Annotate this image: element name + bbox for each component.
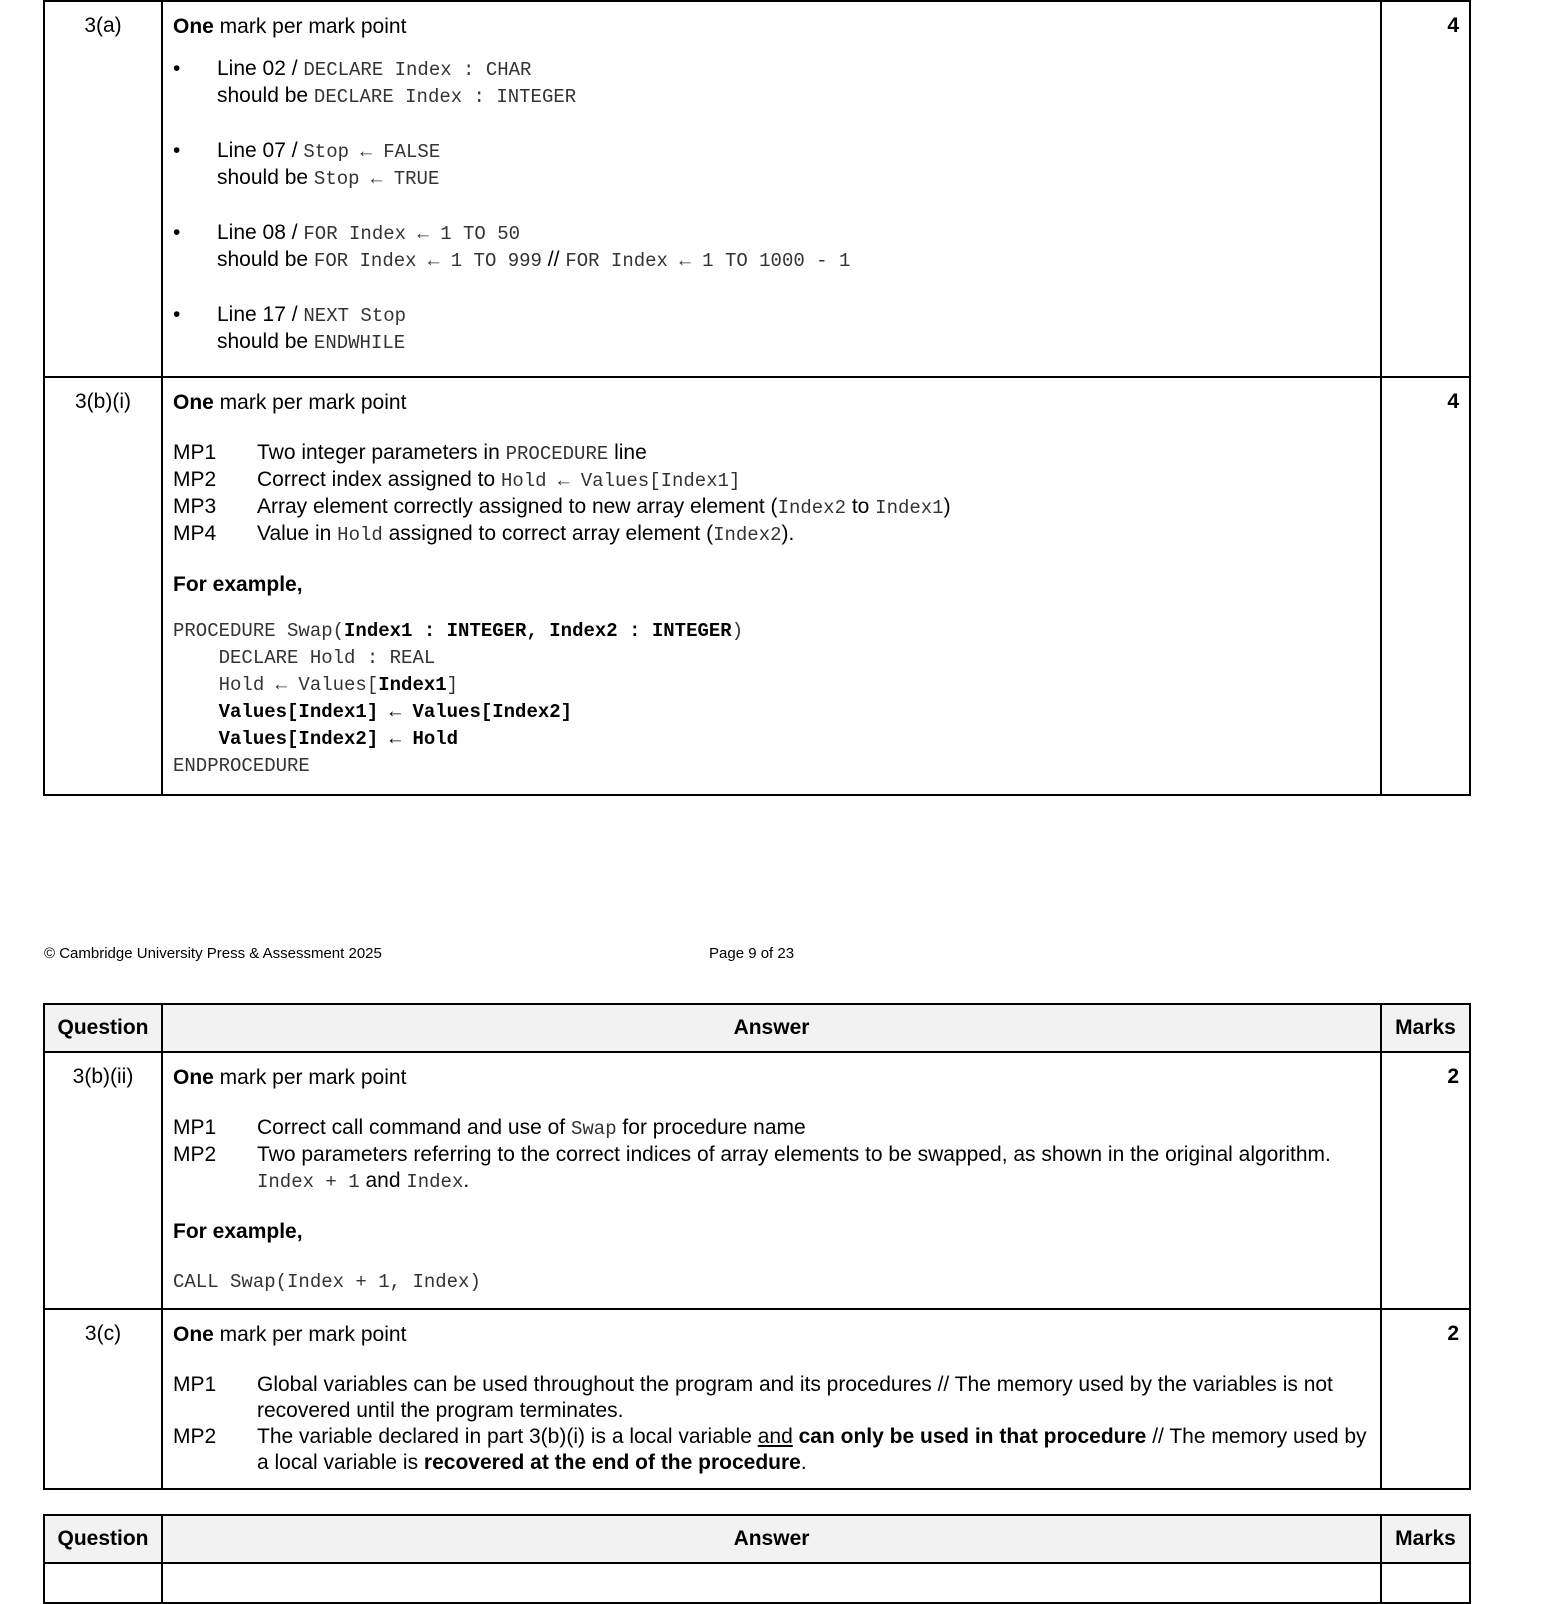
mark-point-1: MP1 Correct call command and use of Swap for procedure name bbox=[173, 1116, 806, 1140]
question-number: 3(c) bbox=[44, 1309, 162, 1489]
for-example-label: For example, bbox=[173, 1220, 303, 1243]
answer-cell bbox=[162, 377, 1381, 795]
lead-text: One mark per mark point bbox=[173, 1323, 407, 1346]
lead-text: One mark per mark point bbox=[173, 391, 407, 414]
mark-point-2: MP2 The variable declared in part 3(b)(i) is a local variable and can only be used in that procedure // The memory used by a local variable is recovered at the end of the procedure. bbox=[173, 1425, 1367, 1474]
question-number: 3(b)(i) bbox=[44, 377, 162, 795]
table-header-row bbox=[44, 1515, 1470, 1563]
question-number: 3(a) bbox=[44, 1, 162, 377]
marks-value: 2 bbox=[1381, 1309, 1470, 1489]
mark-point-2: MP2 Correct index assigned to Hold ← Values[Index1] bbox=[173, 468, 741, 492]
column-header-marks: Marks bbox=[1381, 1515, 1470, 1563]
mark-point-1: MP1 Global variables can be used throughout the program and its procedures // The memory used by the variables is not recovered until the program terminates. bbox=[173, 1373, 1333, 1422]
list-item: • Line 17 / NEXT Stop should be ENDWHILE bbox=[173, 302, 1370, 356]
table-header-row bbox=[44, 1004, 1470, 1052]
question-number: 3(b)(ii) bbox=[44, 1052, 162, 1309]
answer-cell bbox=[162, 1, 1381, 377]
copyright-footer: © Cambridge University Press & Assessment 2025 bbox=[44, 945, 382, 962]
column-header-marks: Marks bbox=[1381, 1004, 1470, 1052]
mark-point-4: MP4 Value in Hold assigned to correct array element (Index2). bbox=[173, 522, 795, 546]
list-item: • Line 02 / DECLARE Index : CHAR should be DECLARE Index : INTEGER bbox=[173, 56, 1370, 110]
column-header-question: Question bbox=[44, 1515, 162, 1563]
table-row-3bii bbox=[44, 1052, 1470, 1309]
mark-point-2: MP2 Two parameters referring to the correct indices of array elements to be swapped, as shown in the original algorithm. Index + 1 and Index. bbox=[173, 1143, 1331, 1193]
table-row-3a bbox=[44, 1, 1470, 377]
table-row-3c bbox=[44, 1309, 1470, 1489]
mark-point-3: MP3 Array element correctly assigned to new array element (Index2 to Index1) bbox=[173, 495, 951, 519]
answer-cell bbox=[162, 1052, 1381, 1309]
column-header-question: Question bbox=[44, 1004, 162, 1052]
lead-text: One mark per mark point bbox=[173, 1066, 407, 1089]
mark-scheme-table-bottom bbox=[43, 1003, 1471, 1490]
answer-cell bbox=[162, 1309, 1381, 1489]
mark-scheme-table-next bbox=[43, 1514, 1471, 1604]
marks-value: 4 bbox=[1381, 1, 1470, 377]
code-block: CALL Swap(Index + 1, Index) bbox=[173, 1271, 481, 1293]
marks-value: 2 bbox=[1381, 1052, 1470, 1309]
code-block: PROCEDURE Swap(Index1 : INTEGER, Index2 : INTEGER) DECLARE Hold : REAL Hold ← Values[Index1] Values[Index1] ← Values[Index2] Values[Index2] ← Hold ENDPROCEDURE bbox=[173, 620, 744, 777]
mark-point-1: MP1 Two integer parameters in PROCEDURE line bbox=[173, 441, 647, 465]
mark-scheme-table-top bbox=[43, 0, 1471, 796]
list-item: • Line 08 / FOR Index ← 1 TO 50 should be FOR Index ← 1 TO 999 // FOR Index ← 1 TO 1000 - 1 bbox=[173, 220, 1370, 274]
lead-text: One mark per mark point bbox=[173, 15, 407, 38]
marks-value: 4 bbox=[1381, 377, 1470, 795]
for-example-label: For example, bbox=[173, 573, 303, 596]
list-item: • Line 07 / Stop ← FALSE should be Stop ← TRUE bbox=[173, 138, 1370, 192]
page-number: Page 9 of 23 bbox=[709, 945, 795, 962]
table-row bbox=[44, 1563, 1470, 1603]
column-header-answer: Answer bbox=[162, 1515, 1381, 1563]
table-row-3bi bbox=[44, 377, 1470, 795]
column-header-answer: Answer bbox=[162, 1004, 1381, 1052]
